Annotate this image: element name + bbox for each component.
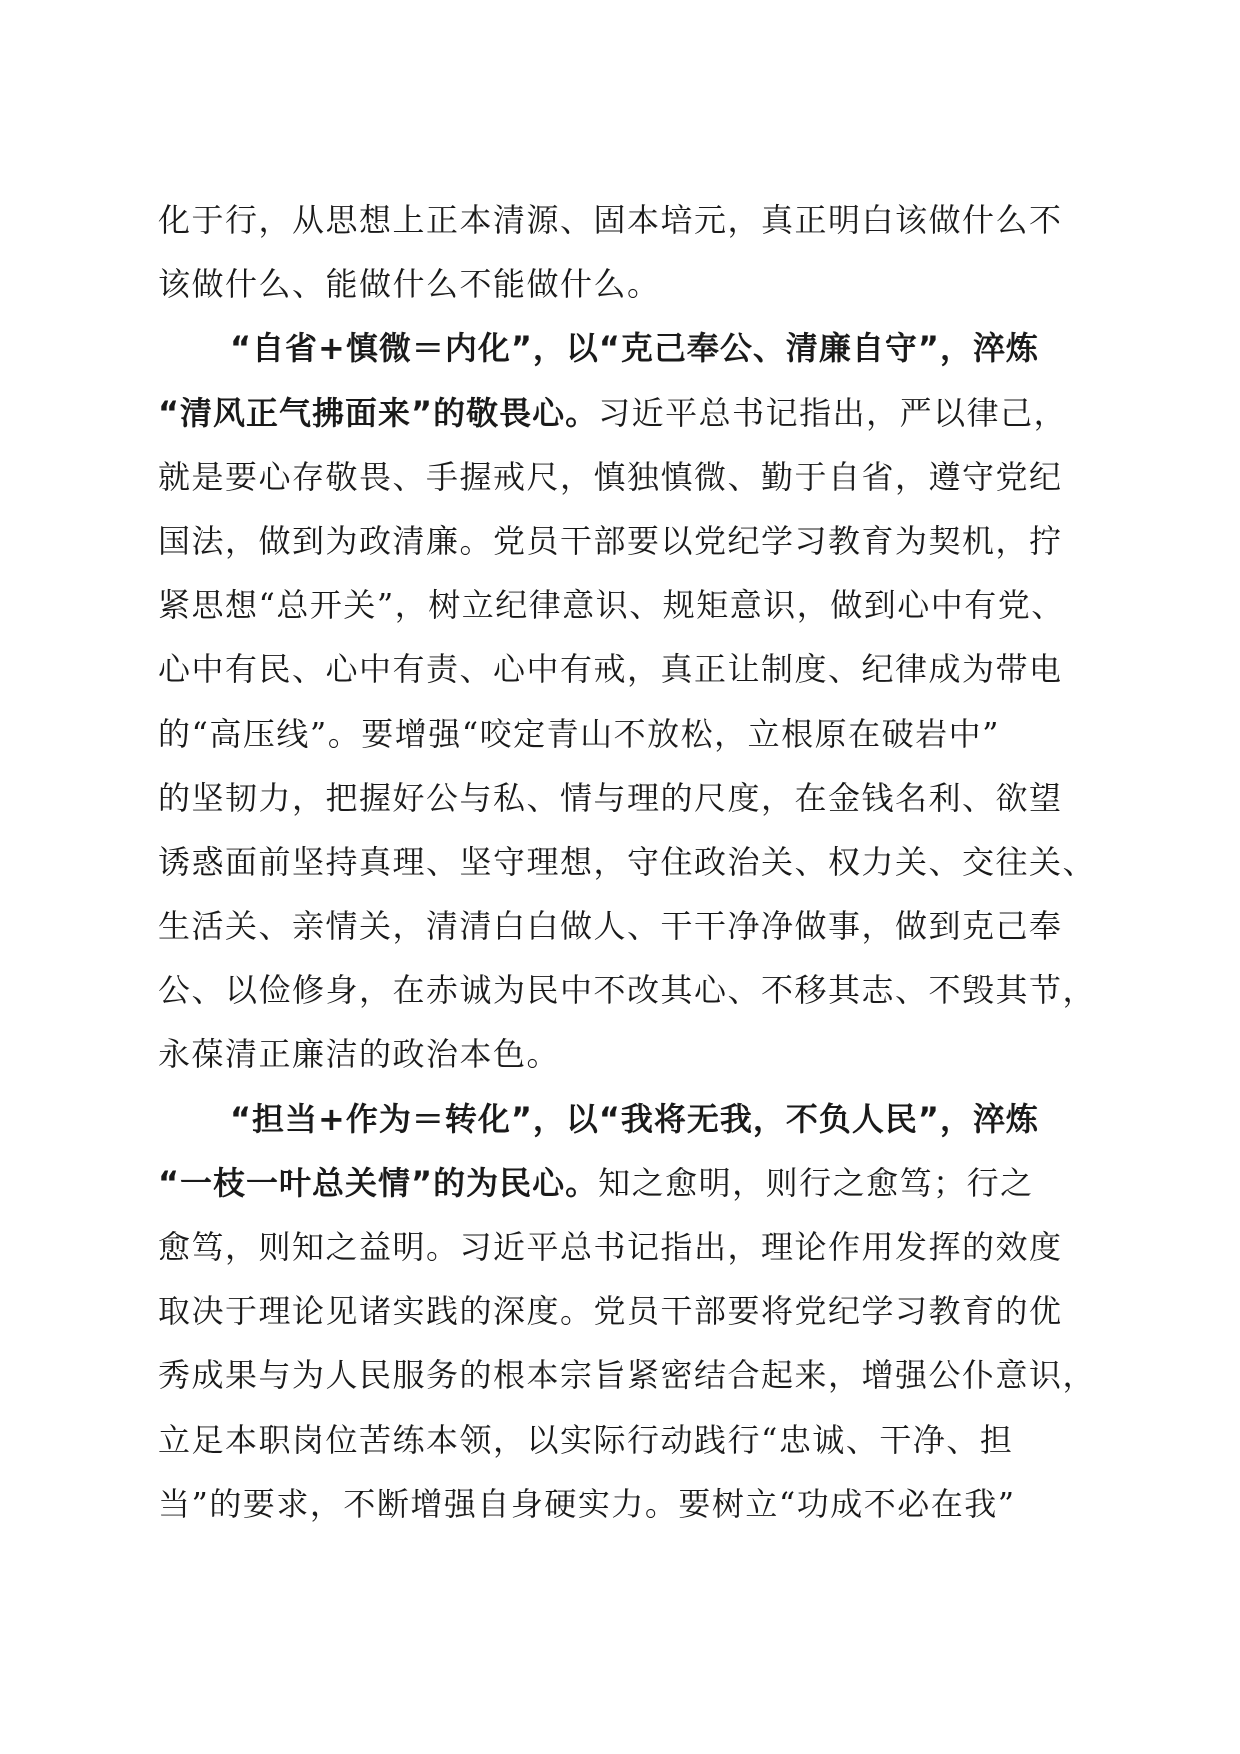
text-line xyxy=(158,830,1097,894)
body-text: 国法，做到为政清廉。党员干部要以党纪学习教育为契机，拧 xyxy=(158,521,1063,560)
text-line xyxy=(158,1472,1082,1536)
body-text: 秀成果与为人民服务的根本宗旨紧密结合起来，增强公仆意识， xyxy=(158,1356,1097,1395)
text-line xyxy=(158,637,1082,701)
body-text: 该做什么、能做什么不能做什么。 xyxy=(158,265,661,304)
body-text: 化于行，从思想上正本清源、固本培元，真正明白该做什么不 xyxy=(158,201,1063,239)
bold-heading-text: “一枝一叶总关情”的为民心。 xyxy=(158,1163,599,1202)
text-line xyxy=(158,381,1082,445)
body-text: 习近平总书记指出，严以律己， xyxy=(598,393,1068,432)
text-line xyxy=(158,958,1097,1022)
text-line xyxy=(158,1408,1082,1472)
body-text: 诱惑面前坚持真理、坚守理想，守住政治关、权力关、交往关、 xyxy=(158,842,1097,881)
body-text: 愈笃，则知之益明。习近平总书记指出，理论作用发挥的效度 xyxy=(158,1228,1063,1266)
bold-heading-text: “自省+慎微＝内化”，以“克己奉公、清廉自守”，淬炼 xyxy=(230,329,1039,368)
bold-heading-text: “担当+作为＝转化”，以“我将无我，不负人民”，淬炼 xyxy=(230,1099,1039,1138)
document-body xyxy=(158,188,1097,1536)
body-text: 就是要心存敬畏、手握戒尺，慎独慎微、勤于自省，遵守党纪 xyxy=(158,457,1063,496)
body-text: 的“高压线”。要增强“咬定青山不放松，立根原在破岩中” xyxy=(158,714,1000,753)
body-text: 生活关、亲情关，清清白白做人、干干净净做事，做到克己奉 xyxy=(158,907,1063,946)
text-line xyxy=(158,894,1082,958)
body-text: 知之愈明，则行之愈笃；行之 xyxy=(598,1163,1034,1202)
text-line xyxy=(158,1279,1082,1343)
body-text: 公、以俭修身，在赤诚为民中不改其心、不移其志、不毁其节， xyxy=(158,971,1097,1010)
text-line xyxy=(158,1022,1082,1086)
body-text: 取决于理论见诸实践的深度。党员干部要将党纪学习教育的优 xyxy=(158,1292,1063,1331)
text-line xyxy=(158,509,1082,573)
text-line xyxy=(158,1215,1082,1279)
text-line xyxy=(158,252,1082,316)
text-line xyxy=(158,316,1082,380)
text-line xyxy=(158,445,1082,509)
bold-heading-text: “清风正气拂面来”的敬畏心。 xyxy=(158,393,599,432)
text-line xyxy=(158,1343,1097,1407)
text-line xyxy=(158,766,1082,830)
text-line xyxy=(158,573,1082,637)
body-text: 当”的要求，不断增强自身硬实力。要树立“功成不必在我” xyxy=(158,1484,1016,1523)
body-text: 永葆清正廉洁的政治本色。 xyxy=(158,1035,561,1074)
text-line xyxy=(158,188,1082,252)
body-text: 心中有民、心中有责、心中有戒，真正让制度、纪律成为带电 xyxy=(158,650,1063,689)
text-line xyxy=(158,702,1082,766)
body-text: 紧思想“总开关”，树立纪律意识、规矩意识，做到心中有党、 xyxy=(158,586,1065,625)
text-line xyxy=(158,1087,1082,1151)
body-text: 的坚韧力，把握好公与私、情与理的尺度，在金钱名利、欲望 xyxy=(158,778,1063,817)
text-line xyxy=(158,1151,1082,1215)
body-text: 立足本职岗位苦练本领，以实际行动践行“忠诚、干净、担 xyxy=(158,1420,1014,1459)
